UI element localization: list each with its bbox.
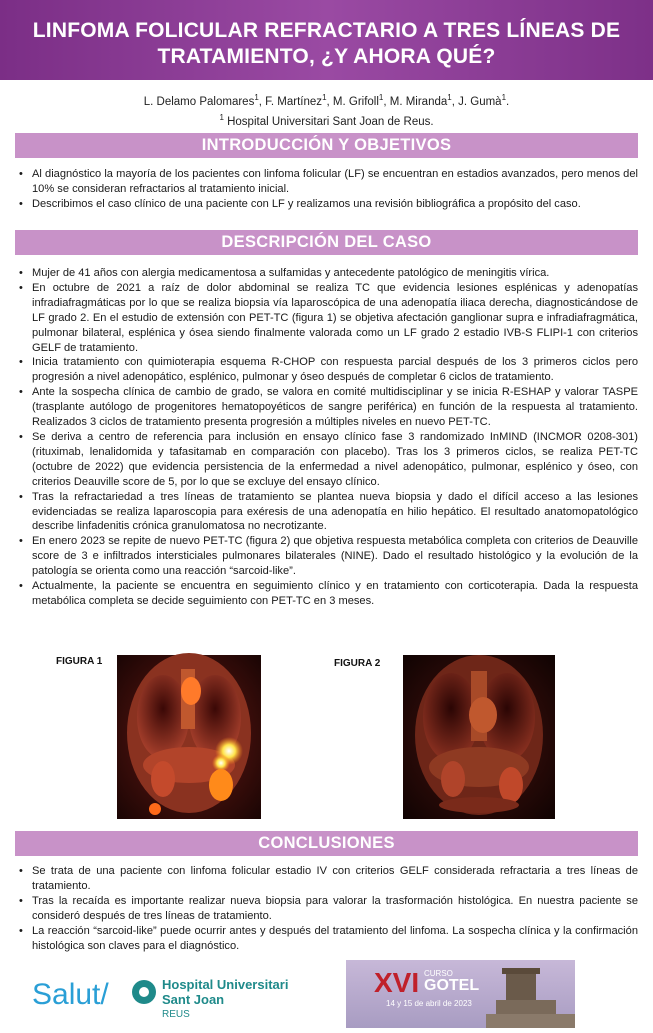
- poster-title-line1: LINFOMA FOLICULAR REFRACTARIO A TRES LÍNEAS DE: [32, 19, 621, 42]
- course-dates: 14 y 15 de abril de 2023: [386, 999, 472, 1008]
- author-5: J. Gumà: [458, 95, 502, 108]
- list-item: • Se trata de una paciente con linfoma folicular estadio IV con criterios GELF considerada refractaria a tres líneas de tratamiento.: [16, 864, 638, 894]
- section-header-conclusions: CONCLUSIONES: [15, 831, 638, 856]
- list-item: • Mujer de 41 años con alergia medicamentosa a sulfamidas y antecedente patológico de meningitis vírica.: [16, 266, 638, 281]
- list-item: • Describimos el caso clínico de una paciente con LF y realizamos una revisión bibliográfica a propósito del caso.: [16, 197, 638, 212]
- section-header-intro: INTRODUCCIÓN Y OBJETIVOS: [15, 133, 638, 158]
- list-item: • En octubre de 2021 a raíz de dolor abdominal se realiza TC que evidencia lesiones esplénicas y adenopatías infradiafragmáticas por lo que se realiza biopsia vía laparoscópica de una adenopatía iliaca derecha, diagnosticándose de LF grado 2. En el estudio de extensión con PET-TC (figura 1) se objetiva afectación ganglionar supra e infradiafragmática, pulmonar bilateral, esplénica y ósea siendo finalmente valorada como un LF grado 2 estadio IVB-S FLIPI-1 con criterios GELF de tratamiento.: [16, 281, 638, 356]
- list-item: • Se deriva a centro de referencia para inclusión en ensayo clínico fase 3 randomizado InMIND (INCMOR 0208-301) (rituximab, lenalidomida y tafasitamab en comparación con placebo). Tras los 3 primeros ciclos, se realiza PET-TC (octubre de 2022) que evidencia persistencia de la enfermedad a nivel adenopático, pulmonar, esplénico y óseo, con criterios Deauville score de 5, por lo que se excluye del ensayo clínico.: [16, 430, 638, 490]
- authors-block: [0, 90, 653, 130]
- affiliation: $^1$ Hospital Universitari Sant Joan de Reus.: [219, 112, 434, 128]
- course-logo: [346, 960, 575, 1028]
- list-item: • Tras la refractariedad a tres líneas de tratamiento se plantea nueva biopsia y dado el difícil acceso a las lesiones evidenciadas se realiza laparoscopia para exéresis de una adenopatía en hilio hepático. El resultado anatomopatológico describe linfadenitis crónica granulomatosa no necrotizante.: [16, 490, 638, 535]
- figure-2-pet-image: [403, 655, 555, 819]
- figure-1-label: FIGURA 1: [56, 656, 103, 667]
- conclusions-list: [16, 864, 638, 953]
- hospital-name-line2: Sant Joan: [162, 992, 225, 1007]
- salut-logo-text: Salut/: [32, 978, 109, 1011]
- hospital-logo: [30, 972, 289, 1022]
- author-2: F. Martínez: [265, 95, 323, 108]
- list-item: • Al diagnóstico la mayoría de los pacientes con linfoma folicular (LF) se encuentran en estadios avanzados, pero menos del 10% se consideran refractarios al tratamiento inicial.: [16, 167, 638, 197]
- list-item: • Ante la sospecha clínica de cambio de grado, se valora en comité multidisciplinar y se inicia R-ESHAP y valorar TASPE (trasplante autólogo de progenitores hematopoyéticos de sangre periférica) en función de la respuesta al tratamiento. Realizados 3 ciclos de tratamiento presenta progresión a múltiples niveles en nuevo PET-TC.: [16, 385, 638, 430]
- author-list: L. Delamo Palomares$^1$, F. Martínez$^1$, M. Grifoll$^1$, M. Miranda$^1$, J. Gumà$^1$.: [143, 93, 510, 108]
- poster-title: [0, 0, 653, 70]
- list-item: • Tras la recaída es importante realizar nueva biopsia para valorar la trasformación histológica. En nuestra paciente se consideró después de tres líneas de tratamiento.: [16, 894, 638, 924]
- author-1: L. Delamo Palomares: [143, 95, 255, 108]
- list-item: • Actualmente, la paciente se encuentra en seguimiento clínico y en tratamiento con corticoterapia. Dada la respuesta metabólica completa se decide seguimiento con PET-TC en 3 meses.: [16, 579, 638, 609]
- intro-list: [16, 167, 638, 212]
- course-number: XVI: [374, 967, 420, 998]
- list-item: • La reacción “sarcoid-like” puede ocurrir antes y después del tratamiento del linfoma. La sospecha clínica y la confirmación histológica son claves para el diagnóstico.: [16, 924, 638, 954]
- list-item: • En enero 2023 se repite de nuevo PET-TC (figura 2) que objetiva respuesta metabólica completa con criterios de Deauville score de 3 e infiltrados intersticiales pulmonares bilaterales (NINE). Dado el resultado histológico y la evolución de la patología se orienta como una reacción “sarcoid-like”.: [16, 534, 638, 579]
- author-3: M. Grifoll: [332, 95, 379, 108]
- case-list: [16, 266, 638, 609]
- figure-2-label: FIGURA 2: [334, 658, 381, 669]
- hospital-name-line1: Hospital Universitari: [162, 977, 289, 992]
- poster-header: [0, 0, 653, 80]
- course-name: GOTEL: [424, 977, 480, 994]
- section-header-case: DESCRIPCIÓN DEL CASO: [15, 230, 638, 255]
- poster-title-line2: TRATAMIENTO, ¿Y AHORA QUÉ?: [157, 45, 496, 68]
- hospital-name-line3: REUS: [162, 1009, 190, 1020]
- list-item: • Inicia tratamiento con quimioterapia esquema R-CHOP con respuesta parcial después de los 3 primeros ciclos pero progresión a nivel adenopático, esplénico, pulmonar y óseo después de completar 6 ciclos de tratamiento.: [16, 355, 638, 385]
- author-4: M. Miranda: [389, 95, 448, 108]
- course-word: CURSO: [424, 969, 453, 978]
- figure-1-pet-image: [117, 655, 261, 819]
